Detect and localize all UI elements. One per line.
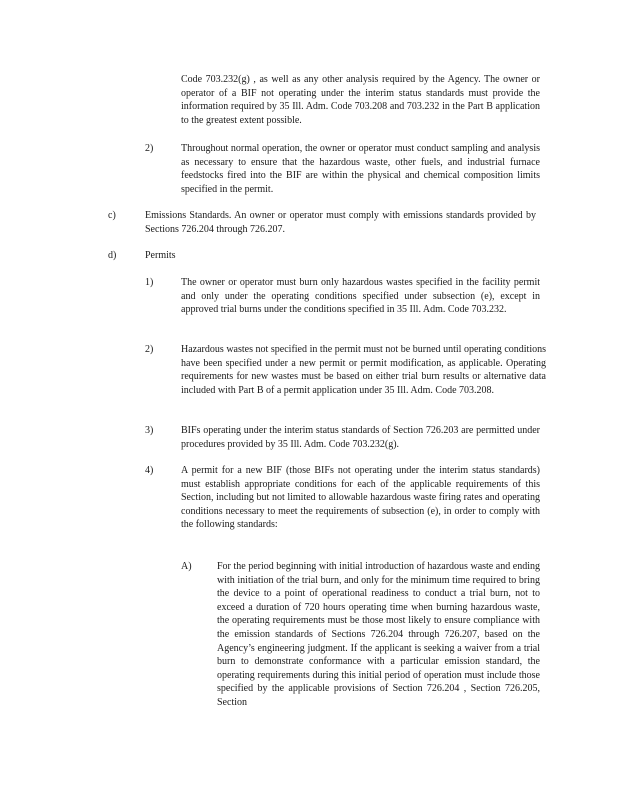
item-d2 — [181, 343, 546, 397]
paragraph-continuation — [181, 73, 540, 127]
item-c-text: Emissions Standards. An owner or operator must comply with emissions standards provided by Sections 726.204 through 726.207. — [145, 210, 536, 235]
item-number-b2: 2) — [145, 143, 154, 154]
item-d3 — [181, 424, 540, 451]
item-number-d4: 4) — [145, 465, 154, 476]
item-d4A-text: For the period beginning with initial introduction of hazardous waste and ending with initiation of the trial burn, and only for the minimum time required to bring the device to a point of operational readiness to conduct a trial burn, not to exceed a duration of 720 hours operating time when burning hazardous waste, the operating requirements must be those most likely to ensure compliance with the emission standards of Sections 726.204 through 726.207, based on the Agency’s engineering judgment. If the applicant is seeking a waiver from a trial burn to demonstrate conformance with a particular emission standard, the operating requirements during this initial period of operation must include those specified by the applicable provisions of Section 726.204 , Section 726.205, Section — [217, 561, 540, 708]
item-d — [145, 249, 536, 263]
item-d3-text: BIFs operating under the interim status standards of Section 726.203 are permitted under procedures provided by 35 Ill. Adm. Code 703.232(g). — [181, 425, 540, 450]
item-number-c: c) — [108, 210, 116, 221]
item-number-d4A: A) — [181, 561, 192, 572]
item-d2-text: Hazardous wastes not specified in the permit must not be burned until operating conditions have been specified under a new permit or permit modification, as applicable. Operating requirements for new wastes must be based on either trial burn results or alternative data included with Part B of a permit application under 35 Ill. Adm. Code 703.208. — [181, 344, 546, 396]
item-number-d: d) — [108, 250, 117, 261]
item-c — [145, 209, 536, 236]
item-number-d1: 1) — [145, 277, 154, 288]
item-d1-text: The owner or operator must burn only hazardous wastes specified in the facility permit and only under the operating conditions specified under subsection (e), except in approved trial burns under the conditions specified in 35 Ill. Adm. Code 703.232. — [181, 277, 540, 316]
item-b2 — [181, 142, 540, 196]
item-d1 — [181, 276, 540, 317]
paragraph-text: Code 703.232(g) , as well as any other analysis required by the Agency. The owner or operator of a BIF not operating under the interim status standards must provide the information required by 35 Ill. Adm. Code 703.208 and 703.232 in the Part B application to the greatest extent possible. — [181, 74, 540, 126]
item-b2-text: Throughout normal operation, the owner or operator must conduct sampling and analysis as necessary to ensure that the hazardous waste, other fuels, and industrial furnace feedstocks fired into the BIF are within the physical and chemical composition limits specified in the permit. — [181, 143, 540, 195]
item-d4-text: A permit for a new BIF (those BIFs not operating under the interim status standards) must establish appropriate conditions for each of the applicable requirements of this Section, including but not limited to allowable hazardous waste firing rates and operating conditions necessary to meet the requirements of subsection (e), in order to comply with the following standards: — [181, 465, 540, 531]
item-d4A — [217, 560, 540, 710]
item-d4 — [181, 464, 540, 532]
item-number-d3: 3) — [145, 425, 154, 436]
item-number-d2: 2) — [145, 344, 154, 355]
item-d-heading: Permits — [145, 250, 176, 261]
